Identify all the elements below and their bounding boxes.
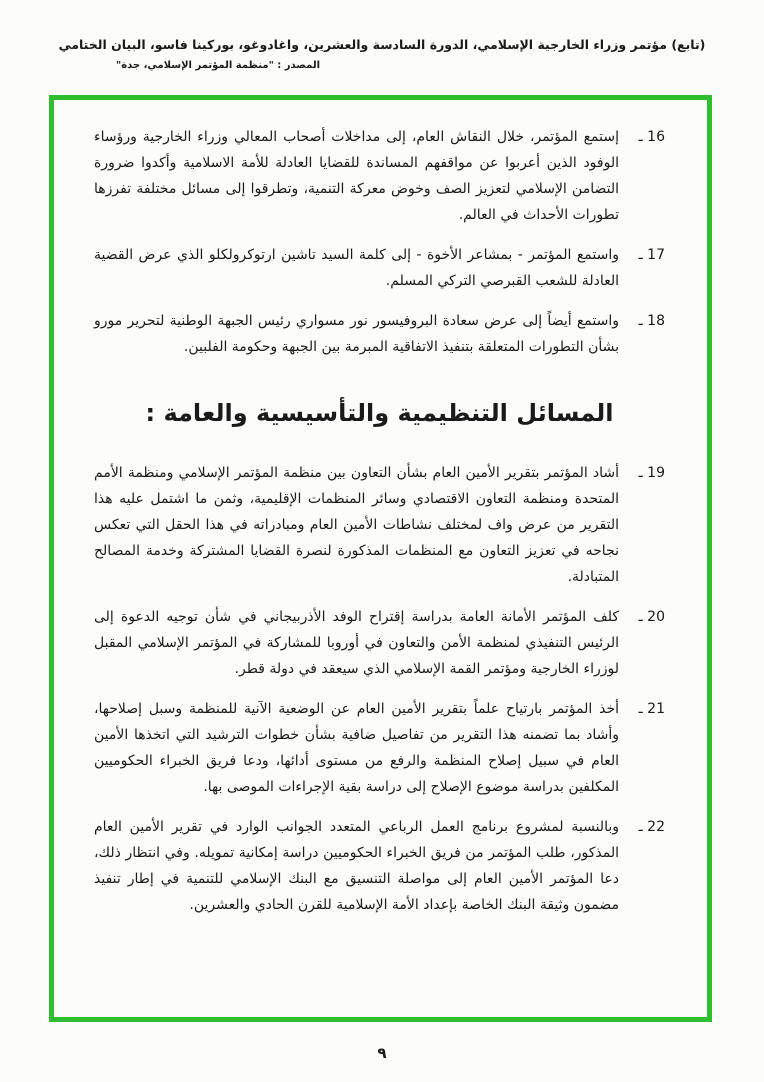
paragraph-16-text: إستمع المؤتمر، خلال النقاش العام، إلى مداخلات أصحاب المعالي وزراء الخارجية ورؤساء الوفود الذين أعربوا عن مواقفهم المساندة للقضايا العادلة للأمة الاسلامية وأكدوا ضرورة التضامن الإسلامي لتعزيز الصف وخوض معركة التنمية، وتطرقوا إلى مسائل مختلفة تفرزها تطورات الأحداث في العالم. xyxy=(94,129,619,223)
paragraph-17-number: 17 ـ xyxy=(638,247,665,263)
paragraph-20-number: 20 ـ xyxy=(638,609,665,625)
paragraph-16 xyxy=(94,124,665,228)
paragraph-22 xyxy=(94,814,665,918)
paragraph-17 xyxy=(94,242,665,294)
paragraph-17-text: واستمع المؤتمر - بمشاعر الأخوة - إلى كلمة السيد تاشين ارتوكرولكلو الذي عرض القضية العادلة للشعب القبرصي التركي المسلم. xyxy=(94,247,619,289)
paragraph-22-number: 22 ـ xyxy=(638,819,665,835)
paragraph-22-text: وبالنسبة لمشروع برنامج العمل الرباعي المتعدد الجوانب الوارد في تقرير الأمين العام المذكور، طلب المؤتمر من فريق الخبراء الحكوميين دراسة إمكانية تمويله. وفي انتظار ذلك، دعا المؤتمر الأمين العام إلى مواصلة التنسيق مع البنك الإسلامي للتنمية في إطار تنفيذ مضمون وثيقة البنك الخاصة بإعداد الأمة الإسلامية للقرن الحادي والعشرين. xyxy=(94,819,619,913)
paragraph-19 xyxy=(94,460,665,590)
paragraph-21-number: 21 ـ xyxy=(638,701,665,717)
section-heading: المسائل التنظيمية والتأسيسية والعامة : xyxy=(145,399,614,427)
page-number: ٩ xyxy=(377,1044,387,1062)
content-frame xyxy=(49,95,712,1022)
paragraph-21 xyxy=(94,696,665,800)
paragraph-19-number: 19 ـ xyxy=(638,465,665,481)
paragraph-18 xyxy=(94,308,665,360)
document-source: المصدر : "منظمة المؤتمر الإسلامي، جدة" xyxy=(116,60,321,71)
document-body xyxy=(54,100,707,918)
paragraph-18-text: واستمع أيضاً إلى عرض سعادة البروفيسور نور مسواري رئيس الجبهة الوطنية لتحرير مورو بشأن التطورات المتعلقة بتنفيذ الاتفاقية المبرمة بين الجبهة وحكومة الفلبين. xyxy=(94,313,619,355)
paragraph-21-text: أخذ المؤتمر بارتياح علماً بتقرير الأمين العام عن الوضعية الآنية للمنظمة وسبل إصلاحها، وأشاد بما تضمنه هذا التقرير من تفاصيل ضافية بشأن خطوات الترشيد التي اتخذها الأمين العام في سبيل إصلاح المنظمة والرفع من مستوى أدائها، ودعا فريق الخبراء الحكوميين المكلفين بدراسة موضوع الإصلاح إلى دراسة بقية الإجراءات الموصى بها. xyxy=(94,701,619,795)
paragraph-18-number: 18 ـ xyxy=(638,313,665,329)
paragraph-20 xyxy=(94,604,665,682)
paragraph-19-text: أشاد المؤتمر بتقرير الأمين العام بشأن التعاون بين منظمة المؤتمر الإسلامي ومنظمة الأمم المتحدة ومنظمة التعاون الاقتصادي وسائر المنظمات الإقليمية، وثمن ما اشتمل عليه هذا التقرير من عرض واف لمختلف نشاطات الأمين العام ومبادراته في هذا الحقل التي تعكس نجاحه في تعزيز التعاون مع المنظمات المذكورة لنصرة القضايا المشتركة وخدمة المصالح المتبادلة. xyxy=(94,465,619,585)
document-title: (تابع) مؤتمر وزراء الخارجية الإسلامي، الدورة السادسة والعشرين، واغادوغو، بوركينا فاسو، البيان الختامي xyxy=(58,37,706,52)
paragraph-16-number: 16 ـ xyxy=(638,129,665,145)
paragraph-20-text: كلف المؤتمر الأمانة العامة بدراسة إقتراح الوفد الأذربيجاني في شأن توجيه الدعوة إلى الرئيس التنفيذي لمنظمة الأمن والتعاون في أوروبا للمشاركة في المؤتمر الإسلامي المقبل لوزراء الخارجية ومؤتمر القمة الإسلامي الذي سيعقد في دولة قطر. xyxy=(94,609,619,677)
